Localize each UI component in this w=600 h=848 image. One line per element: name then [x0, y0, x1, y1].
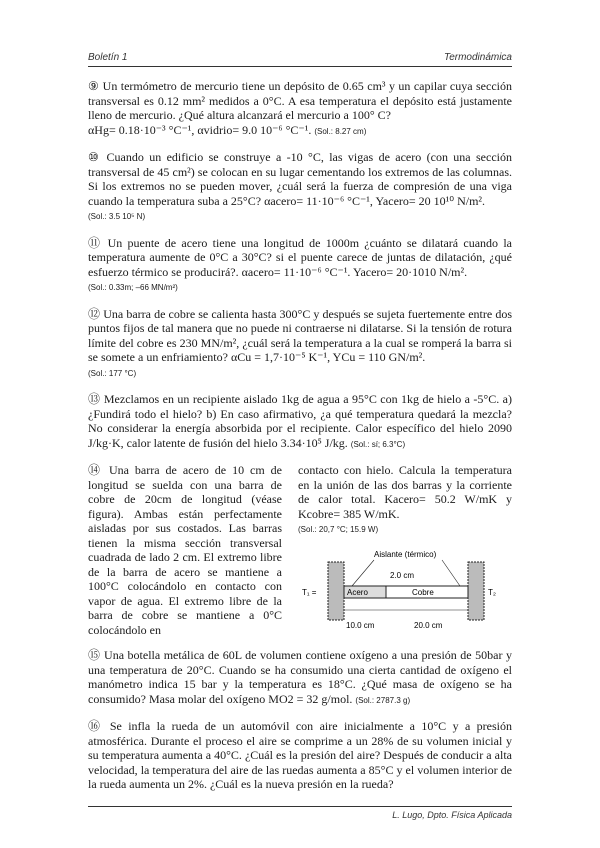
header-left: Boletín 1	[88, 52, 128, 63]
bars-figure	[302, 548, 508, 634]
problem-number: ⑭	[88, 463, 103, 477]
figure-label-copper-length: 20.0 cm	[414, 620, 443, 630]
solution: (Sol.: sí; 6.3°C)	[350, 439, 406, 449]
problem-14	[88, 463, 512, 637]
steam-reservoir	[328, 562, 344, 620]
problem-14-right	[298, 463, 512, 637]
problem-12	[88, 307, 512, 382]
problem-9	[88, 79, 512, 139]
problem-text: Una botella metálica de 60L de volumen contiene oxígeno a una presión de 50bar y una temperatura de 20°C. Cuando se ha consumido una cierta cantidad de oxígeno el manómetro indica 15 bar y la temperatura es 18°C. ¿Qué masa de oxígeno se ha consumido? Masa molar del oxígeno MO2 = 32 g/mol.	[88, 648, 512, 706]
pointer-line	[352, 560, 374, 586]
problem-text: Una barra de cobre se calienta hasta 300°C y después se sujeta fuertemente entre dos puntos fijos de tal manera que no puede ni contraerse ni dilatarse. Si la tensión de rotura límite del cobre es 230 MN/m², ¿cuál será la temperatura a la cual se romperá la barra si se somete a un enfriamiento? αCu = 1,7·10⁻⁵ K⁻¹, YCu = 110 GN/m².	[88, 306, 512, 364]
pointer-line	[442, 560, 460, 586]
problem-number: ⑯	[88, 719, 104, 733]
figure-label-t-cold: T₂	[488, 587, 496, 597]
page-footer	[88, 806, 512, 820]
solution: (Sol.: 3.5 10⁵ N)	[88, 212, 146, 221]
ice-reservoir	[468, 562, 484, 620]
figure-label-steel: Acero	[347, 587, 368, 597]
problem-16	[88, 719, 512, 792]
problem-text: Un puente de acero tiene una longitud de 1000m ¿cuánto se dilatará cuando la temperatura aumente de 0°C a 30°C? si el puente carece de juntas de dilatación, ¿qué esfuerzo térmico se producirá?. αacero= 11·10⁻⁶ °C⁻¹. Yacero= 20·1010 N/m².	[88, 235, 512, 279]
problem-14-left	[88, 463, 282, 637]
solution: (Sol.: 177 °C)	[88, 368, 137, 378]
problem-text: Mezclamos en un recipiente aislado 1kg de agua a 95°C con 1kg de hielo a -5°C. a) ¿Fundirá todo el hielo? b) En caso afirmativo, ¿a qué temperatura quedará la mezcla? No considerar la energía absorbida por el recipiente. Calor específico del hielo 2090 J/kg·K, calor latente de fusión del hielo 3.34·10⁵ J/kg.	[88, 392, 512, 450]
figure-label-insulation: Aislante (térmico)	[374, 549, 437, 559]
figure-label-copper: Cobre	[412, 587, 434, 597]
problem-15	[88, 648, 512, 708]
footer-author: L. Lugo, Dpto. Física Aplicada	[392, 809, 512, 820]
problem-number: ⑩	[88, 150, 102, 164]
problem-number: ⑨	[88, 79, 100, 93]
problem-number: ⑮	[88, 648, 101, 662]
problem-data: αHg= 0.18·10⁻³ °C⁻¹, αvidrio= 9.0 10⁻⁶ °C⁻¹.	[88, 122, 312, 137]
problem-10	[88, 150, 512, 225]
figure-label-t-hot: T₁ =	[302, 587, 317, 597]
solution: (Sol.: 8.27 cm)	[314, 126, 367, 136]
solution: (Sol.: 0.33m; –66 MN/m²)	[88, 283, 178, 292]
problem-text: Una barra de acero de 10 cm de longitud se suelda con una barra de cobre de 20cm de longitud (véase figura). Ambas están perfectamente aisladas por sus costados. Las barras tienen la misma sección transversal cuadrada de lado 2 cm. El extremo libre de la barra de acero se mantiene a 100°C colocándolo en contacto con vapor de agua. El extremo libre de la barra de cobre se mantiene a 0°C colocándolo en	[88, 463, 283, 637]
solution: (Sol.: 20,7 °C; 15.9 W)	[298, 525, 379, 534]
figure-label-side: 2.0 cm	[390, 570, 415, 580]
figure-label-steel-length: 10.0 cm	[346, 620, 375, 630]
problem-13	[88, 392, 512, 452]
header-right: Termodinámica	[444, 52, 512, 63]
page-header	[88, 52, 512, 67]
problem-11	[88, 236, 512, 296]
solution: (Sol.: 2787.3 g)	[355, 695, 411, 705]
problem-text: Se infla la rueda de un automóvil con aire inicialmente a 10°C y a presión atmosférica. Durante el proceso el aire se comprime a un 28% de su volumen inicial y su temperatura aumenta a 40°C. ¿Cuál es la presión del aire? Después de conducir a alta velocidad, la temperatura del aire de las ruedas aumenta a 85°C y el volumen interior de la rueda aumenta un 2%. ¿Cuál es la nueva presión en la rueda?	[88, 719, 513, 791]
problem-text: contacto con hielo. Calcula la temperatura en la unión de las dos barras y la corriente de calor total. Kacero= 50.2 W/mK y Kcobre= 385 W/mK.	[298, 463, 512, 521]
problem-number: ⑫	[88, 306, 101, 321]
problem-text: Cuando un edificio se construye a -10 °C, las vigas de acero (con una sección transversal de 45 cm²) se colocan en su lugar cementando los extremos de las columnas. Si los extremos no se pueden mover, ¿cuál será la fuerza de compresión de una viga cuando la temperatura suba a 25°C? αacero= 11·10⁻⁶ °C⁻¹, Yacero= 20 10¹⁰ N/m².	[88, 150, 512, 208]
problem-number: ⑬	[88, 392, 101, 406]
problem-text: Un termómetro de mercurio tiene un depósito de 0.65 cm³ y un capilar cuya sección transversal es 0.12 mm² medidos a 0°C. A esa temperatura el depósito está justamente lleno de mercurio. ¿Qué altura alcanzará el mercurio a 100° C?	[88, 79, 512, 122]
problem-number: ⑪	[88, 235, 103, 250]
